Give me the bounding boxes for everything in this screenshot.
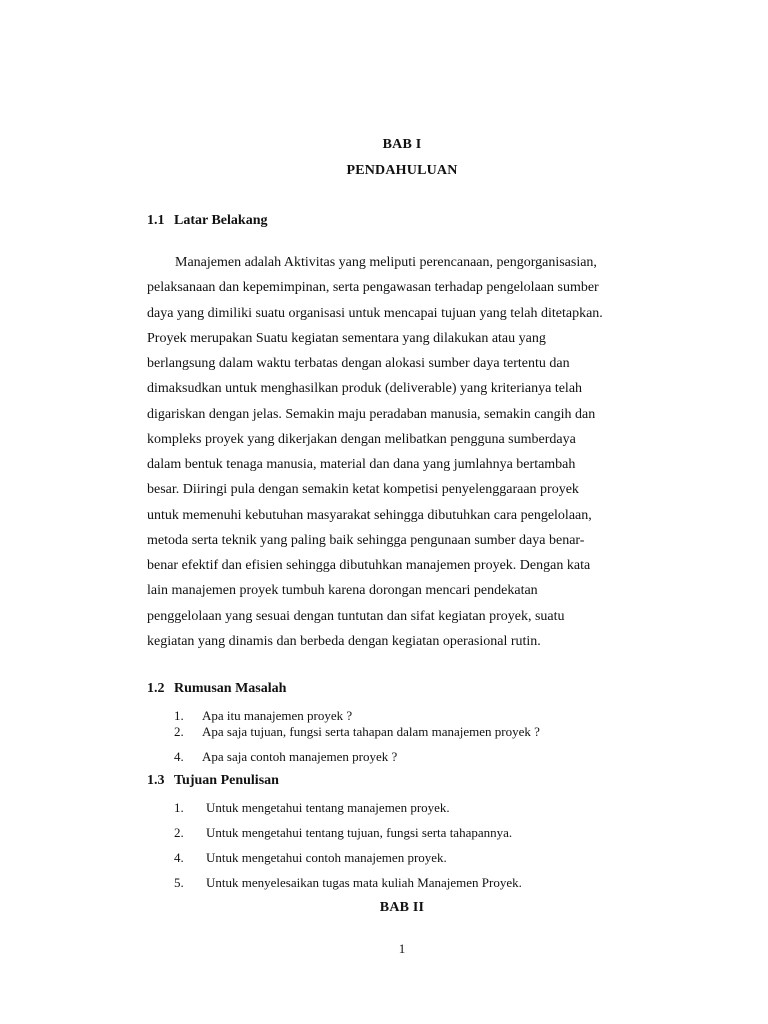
- paragraph-line: metoda serta teknik yang paling baik sehingga pengunaan sumber daya benar-: [147, 532, 585, 548]
- section-number: 1.1: [147, 213, 165, 228]
- paragraph-line: kompleks proyek yang dikerjakan dengan melibatkan pengguna sumberdaya: [147, 431, 576, 447]
- paragraph-line: berlangsung dalam waktu terbatas dengan alokasi sumber daya tertentu dan: [147, 356, 570, 371]
- list-item: [174, 749, 397, 765]
- section-title: Tujuan Penulisan: [174, 773, 279, 788]
- paragraph-line: dalam bentuk tenaga manusia, material dan dana yang jumlahnya bertambah: [147, 457, 576, 472]
- list-item-number: 1.: [174, 800, 184, 815]
- list-item: [174, 825, 512, 841]
- list-item: [174, 800, 450, 816]
- section-heading-1-1: [147, 213, 267, 229]
- section-number: 1.2: [147, 681, 165, 696]
- list-item-number: 2.: [174, 825, 184, 840]
- list-item: [174, 850, 447, 866]
- list-item-number: 4.: [174, 749, 184, 764]
- section-title: Rumusan Masalah: [174, 681, 287, 696]
- paragraph-line: Proyek merupakan Suatu kegiatan sementara yang dilakukan atau yang: [147, 330, 546, 346]
- paragraph-line: benar efektif dan efisien sehingga dibutuhkan manajemen proyek. Dengan kata: [147, 558, 591, 573]
- list-item-number: 4.: [174, 850, 184, 865]
- page-number: 1: [398, 941, 406, 956]
- next-chapter-label: BAB II: [379, 900, 425, 915]
- paragraph-line: lain manajemen proyek tumbuh karena dorongan mencari pendekatan: [147, 583, 538, 599]
- paragraph-line: dimaksudkan untuk menghasilkan produk (deliverable) yang kriterianya telah: [147, 381, 583, 397]
- list-item: [174, 875, 522, 891]
- chapter-title: PENDAHULUAN: [346, 163, 458, 178]
- paragraph-line: untuk memenuhi kebutuhan masyarakat sehingga dibutuhkan cara pengelolaan,: [147, 507, 592, 523]
- paragraph-line: digariskan dengan jelas. Semakin maju peradaban manusia, semakin cangih dan: [147, 406, 596, 422]
- list-item-text: Untuk mengetahui tentang manajemen proyek.: [206, 800, 450, 815]
- section-title: Latar Belakang: [174, 213, 268, 228]
- list-item-text: Untuk mengetahui tentang tujuan, fungsi serta tahapannya.: [206, 825, 513, 840]
- chapter-label: BAB I: [382, 137, 422, 152]
- background-paragraph: [147, 250, 652, 654]
- paragraph-line: pelaksanaan dan kepemimpinan, serta pengawasan terhadap pengelolaan sumber: [147, 280, 599, 296]
- list-item-text: Untuk menyelesaikan tugas mata kuliah Manajemen Proyek.: [206, 875, 522, 890]
- section-heading-1-3: [147, 773, 279, 789]
- paragraph-line: penggelolaan yang sesuai dengan tuntutan dan sifat kegiatan proyek, suatu: [147, 608, 565, 624]
- list-item-number: 5.: [174, 875, 184, 890]
- list-item-text: Apa itu manajemen proyek ?: [202, 708, 353, 723]
- paragraph-line: daya yang dimiliki suatu organisasi untuk mencapai tujuan yang telah ditetapkan.: [147, 305, 603, 321]
- list-item-number: 2.: [174, 724, 184, 739]
- section-number: 1.3: [147, 773, 165, 788]
- paragraph-line: kegiatan yang dinamis dan berbeda dengan kegiatan operasional rutin.: [147, 633, 541, 649]
- list-item-text: Apa saja tujuan, fungsi serta tahapan dalam manajemen proyek ?: [202, 724, 540, 739]
- list-item-text: Untuk mengetahui contoh manajemen proyek.: [206, 850, 447, 865]
- section-heading-1-2: [147, 681, 286, 697]
- paragraph-line: besar. Diiringi pula dengan semakin ketat kompetisi penyelenggaraan proyek: [147, 482, 579, 498]
- list-item: [174, 724, 540, 740]
- list-item: [174, 708, 352, 724]
- list-item-text: Apa saja contoh manajemen proyek ?: [202, 749, 398, 764]
- paragraph-line: Manajemen adalah Aktivitas yang meliputi perencanaan, pengorganisasian,: [175, 255, 597, 270]
- list-item-number: 1.: [174, 708, 184, 723]
